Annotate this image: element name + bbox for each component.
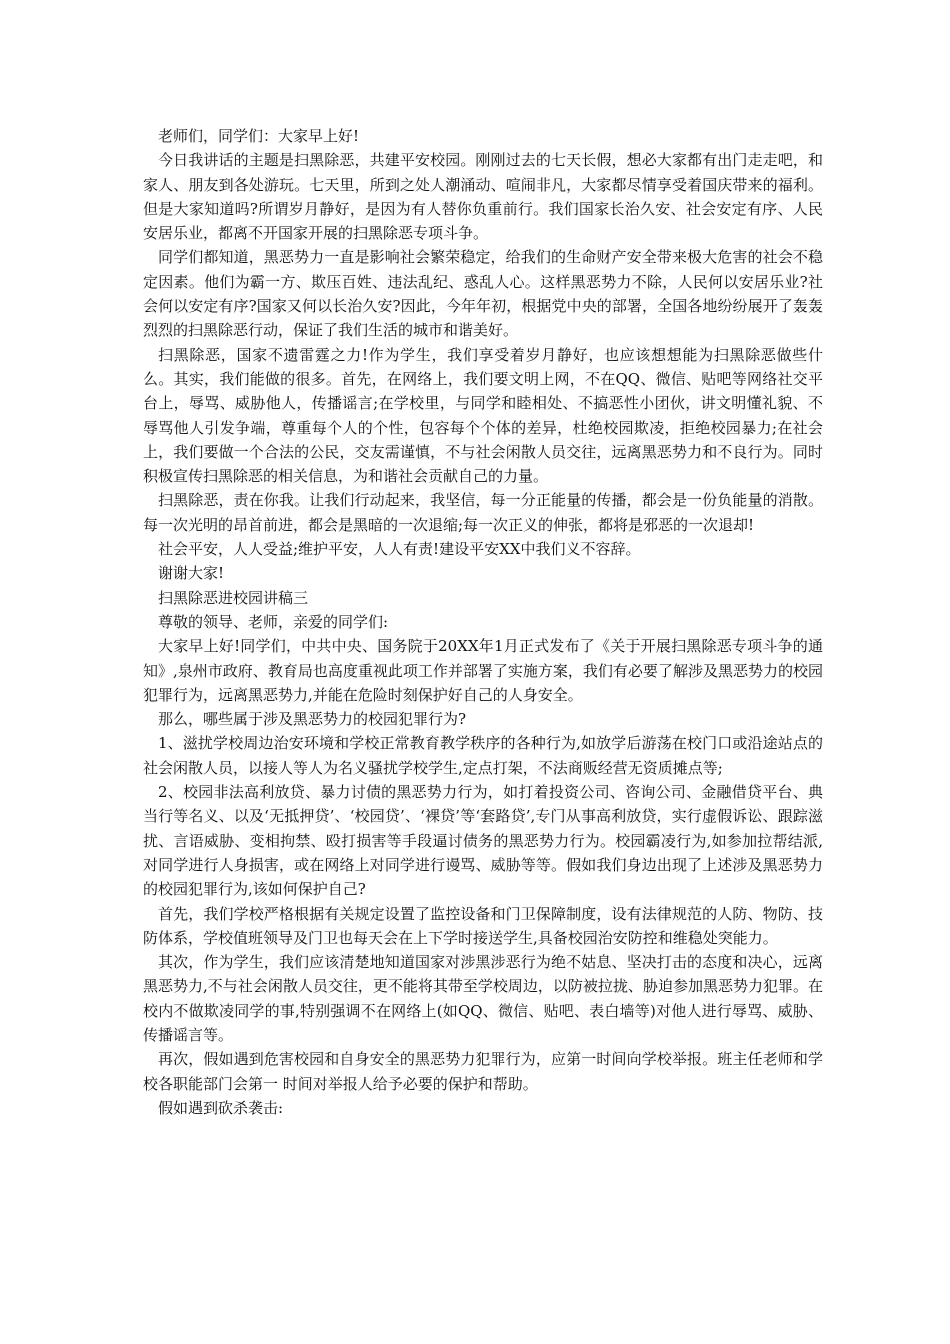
list-item: 1、滋扰学校周边治安环境和学校正常教育教学秩序的各种行为,如放学后游荡在校门口或沿途站点的社会闲散人员，以接人等人为名义骚扰学校学生,定点打架，不法商贩经营无资质摊点等; — [143, 734, 823, 777]
section-title: 扫黑除恶进校园讲稿三 — [158, 588, 309, 607]
body-paragraph: 大家早上好!同学们，中共中央、国务院于20XX年1月正式发布了《关于开展扫黑除恶专项斗争的通知》,泉州市政府、教育局也高度重视此项工作并部署了实施方案，我们有必要了解涉及黑恶势力的校园犯罪行为，远离黑恶势力,并能在危险时刻保护好自己的人身安全。 — [143, 637, 823, 704]
body-paragraph: 社会平安，人人受益;维护平安，人人有责!建设平安XX中我们义不容辞。 — [158, 540, 641, 559]
salutation-paragraph: 尊敬的领导、老师，亲爱的同学们: — [158, 612, 389, 631]
list-item: 2、校园非法高利放贷、暴力讨债的黑恶势力行为，如打着投资公司、咨询公司、金融借贷平台、典当行等名义、以及‘无抵押贷’、‘校园贷’、‘裸贷’等‘套路贷’,专门从事高利放贷，实行虚假诉讼、跟踪滋扰、言语威胁、变相拘禁、殴打损害等手段逼讨债务的黑恶势力行为。校园霸凌行为,如参加拉帮结派,对同学进行人身损害，或在网络上对同学进行谩骂、威胁等等。假如我们身边出现了上述涉及黑恶势力的校园犯罪行为,该如何保护自己? — [143, 783, 823, 899]
body-paragraph: 首先，我们学校严格根据有关规定设置了监控设备和门卫保障制度，设有法律规范的人防、物防、技防体系，学校值班领导及门卫也每天会在上下学时接送学生,具备校园治安防控和维稳处突能力。 — [143, 904, 823, 947]
greeting-paragraph: 老师们，同学们：大家早上好! — [158, 127, 360, 145]
body-paragraph: 今日我讲话的主题是扫黑除恶，共建平安校园。刚刚过去的七天长假，想必大家都有出门走走吧，和家人、朋友到各处游玩。七天里，所到之处人潮涌动、喧闹非凡，大家都尽情享受着国庆带来的福利。但是大家知道吗?所谓岁月静好，是因为有人替你负重前行。我们国家长治久安、社会安定有序、人民安居乐业，都离不开国家开展的扫黑除恶专项斗争。 — [143, 151, 823, 243]
body-paragraph: 其次，作为学生，我们应该清楚地知道国家对涉黑涉恶行为绝不姑息、坚决打击的态度和决心，远离黑恶势力,不与社会闲散人员交往，更不能将其带至学校周边，以防被拉拢、胁迫参加黑恶势力犯罪。在校内不做欺凌同学的事,特别强调不在网络上(如QQ、微信、贴吧、表白墙等)对他人进行辱骂、威胁、传播谣言等。 — [143, 953, 823, 1044]
body-paragraph: 扫黑除恶，国家不遗雷霆之力!作为学生，我们享受着岁月静好，也应该想想能为扫黑除恶做些什么。其实，我们能做的很多。首先，在网络上，我们要文明上网，不在QQ、微信、贴吧等网络社交平台上，辱骂、威胁他人，传播谣言;在学校里，与同学和睦相处、不搞恶性小团伙，讲文明懂礼貌、不辱骂他人引发争端，尊重每个人的个性，包容每个个体的差异，杜绝校园欺凌，拒绝校园暴力;在社会上，我们要做一个合法的公民，交友需谨慎，不与社会闲散人员交往，远离黑恶势力和不良行为。同时积极宣传扫黑除恶的相关信息，为和谐社会贡献自己的力量。 — [143, 345, 823, 486]
body-paragraph: 假如遇到砍杀袭击: — [158, 1098, 284, 1117]
document-body — [143, 124, 823, 1120]
body-paragraph: 再次，假如遇到危害校园和自身安全的黑恶势力犯罪行为，应第一时间向学校举报。班主任老师和学校各职能部门会第一 时间对举报人给予必要的保护和帮助。 — [143, 1050, 823, 1093]
closing-paragraph: 谢谢大家! — [158, 564, 225, 583]
body-paragraph: 扫黑除恶，责在你我。让我们行动起来，我坚信，每一分正能量的传播，都会是一份负能量的消散。每一次光明的昂首前进，都会是黑暗的一次退缩;每一次正义的伸张，都将是邪恶的一次退却! — [143, 491, 823, 534]
body-paragraph: 那么，哪些属于涉及黑恶势力的校园犯罪行为? — [158, 710, 467, 729]
body-paragraph: 同学们都知道，黑恶势力一直是影响社会繁荣稳定，给我们的生命财产安全带来极大危害的社会不稳定因素。他们为霸一方、欺压百姓、违法乱纪、惑乱人心。这样黑恶势力不除，人民何以安居乐业?社会何以安定有序?国家又何以长治久安?因此，今年年初，根据党中央的部署，全国各地纷纷展开了轰轰烈烈的扫黑除恶行动，保证了我们生活的城市和谐美好。 — [143, 248, 823, 340]
